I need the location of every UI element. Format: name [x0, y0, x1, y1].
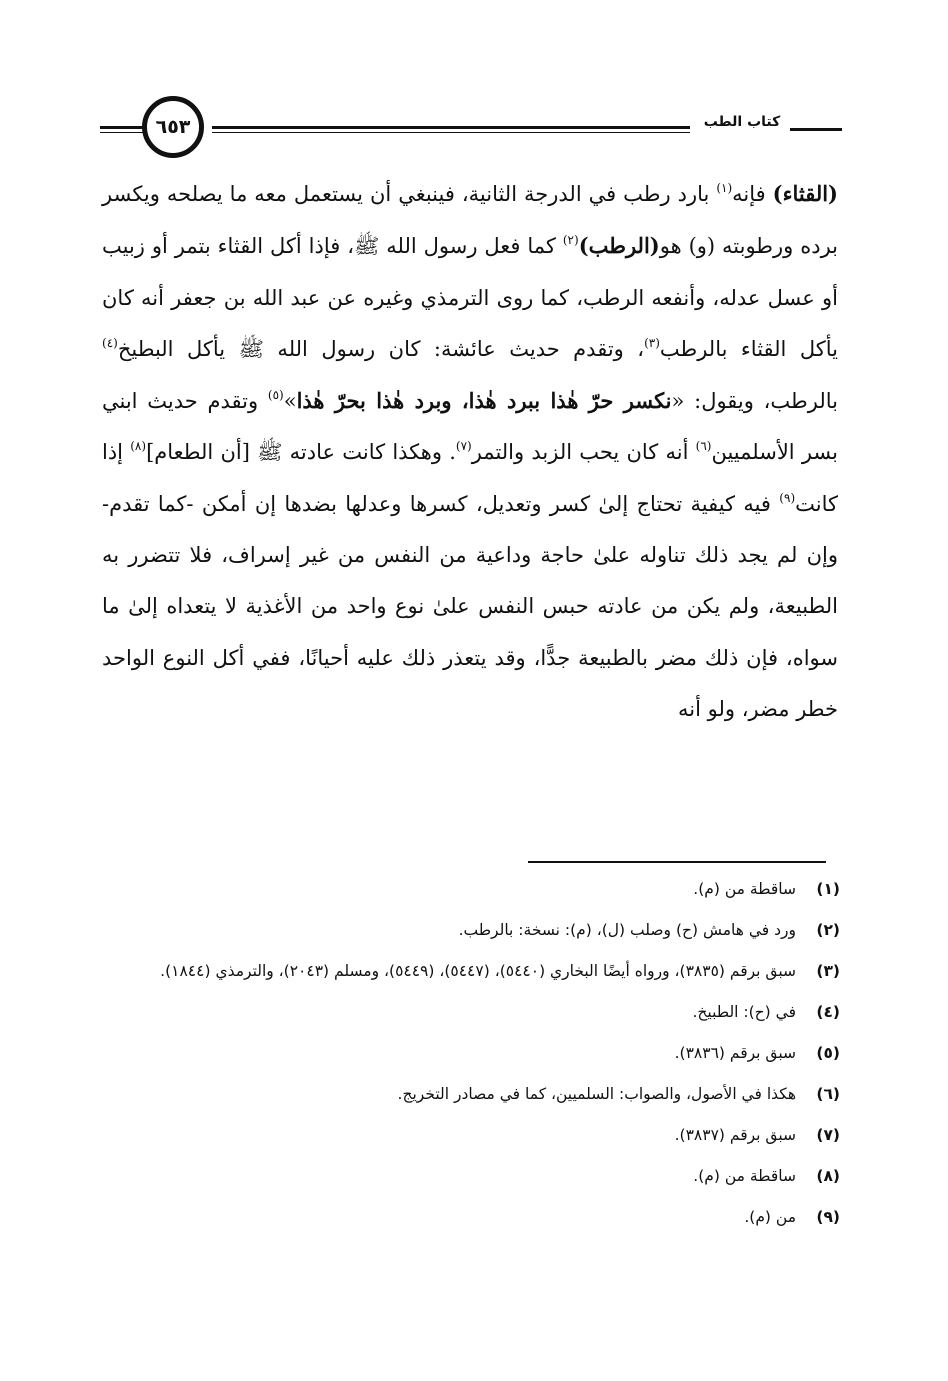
- main-paragraph: [102, 168, 838, 735]
- footnote-text: سبق برقم (٣٨٣٧).: [674, 1126, 796, 1144]
- footnote-ref-2: (٢): [562, 233, 579, 248]
- footnote-item: [100, 1120, 840, 1150]
- footnote-item: [100, 874, 840, 904]
- footnote-item: [100, 1161, 840, 1191]
- footnote-ref-8: (٨): [130, 439, 147, 454]
- footnote-number: (٢): [816, 921, 840, 939]
- header-rule-right: [790, 128, 842, 131]
- footnote-item: [100, 997, 840, 1027]
- footnote-text: من (م).: [744, 1208, 796, 1226]
- text-run: فإنه: [732, 182, 773, 206]
- footnote-ref-6: (٦): [695, 439, 712, 454]
- text-run: بارد رطب في الدرجة الثانية، فينبغي أن يستعمل معه ما يصلحه ويكسر برده ورطوبته (و) هو: [102, 182, 839, 259]
- footnote-text: ساقطة من (م).: [693, 880, 796, 898]
- footnote-number: (٣): [816, 962, 840, 980]
- footnote-ref-9: (٩): [779, 490, 796, 505]
- page-number-badge: [142, 96, 204, 158]
- footnote-number: (٤): [816, 1003, 840, 1021]
- footnote-item: [100, 915, 840, 945]
- footnote-text: سبق برقم (٣٨٣٦).: [674, 1044, 796, 1062]
- text-run: أنه كان يحب الزبد والتمر: [471, 440, 696, 465]
- text-run: إذا كانت: [102, 440, 838, 516]
- footnote-ref-3: (٣): [644, 335, 660, 350]
- text-run: بالرطب، ويقول: «: [671, 389, 838, 414]
- footnotes: [100, 874, 840, 1243]
- footnote-number: (٨): [816, 1167, 840, 1185]
- footnote-separator: [528, 861, 826, 863]
- header-rule-middle-thin: [212, 132, 690, 133]
- footnote-text: ساقطة من (م).: [693, 1167, 796, 1185]
- footnote-number: (١): [816, 880, 840, 898]
- text-run: ، وتقدم حديث عائشة: كان رسول الله ﷺ يأكل البطيخ: [117, 336, 645, 361]
- footnote-item: [100, 1079, 840, 1109]
- footnote-item: [100, 1202, 840, 1232]
- footnote-item: [100, 956, 840, 986]
- text-run: . وهكذا كانت عادته ﷺ [أن الطعام]: [146, 440, 456, 465]
- text-run: كما فعل رسول الله ﷺ، فإذا أكل القثاء بتمر أو زبيب أو عسل عدله، وأنفعه الرطب، كما روى الترمذي وغيره عن عبد الله بن جعفر أنه كان يأكل القثاء بالرطب: [102, 234, 838, 361]
- footnote-ref-4: (٤): [102, 335, 118, 350]
- footnote-ref-5: (٥): [267, 388, 284, 403]
- footnote-text: سبق برقم (٣٨٣٥)، ورواه أيضًا البخاري (٥٤٤٠)، (٥٤٤٧)، (٥٤٤٩)، ومسلم (٢٠٤٣)، والترمذي (١٨٤٤).: [160, 962, 796, 980]
- footnote-text: ورد في هامش (ح) وصلب (ل)، (م): نسخة: بالرطب.: [458, 921, 796, 939]
- chapter-title: كتاب الطب: [703, 114, 781, 130]
- footnote-number: (٧): [816, 1126, 840, 1144]
- footnote-ref-7: (٧): [455, 439, 472, 454]
- footnote-text: في (ح): الطبيخ.: [692, 1003, 796, 1021]
- text-run: وتقدم حديث ابني بسر الأسلميين: [102, 389, 839, 465]
- footnote-number: (٥): [816, 1044, 840, 1062]
- hadith-quote: نكسر حرّ هٰذا ببرد هٰذا، وبرد هٰذا بحرّ هٰذا: [296, 388, 672, 414]
- term-qiththa: (القثاء): [772, 181, 838, 206]
- text-run: فيه كيفية تحتاج إلىٰ كسر وتعديل، كسرها وعدلها بضدها إن أمكن -كما تقدم- وإن لم يجد ذلك تناوله علىٰ حاجة وداعية من النفس من غير إسراف، فلا تتضرر به الطبيعة، ولم يكن من عادته حبس النفس علىٰ نوع واحد من الأغذية لا يتعداه إلىٰ ما سواه، فإن ذلك مضر بالطبيعة جدًّا، وقد يتعذر ذلك عليه أحيانًا، ففي أكل النوع الواحد خطر مضر، ولو أنه: [102, 491, 838, 721]
- footnote-item: [100, 1038, 840, 1068]
- footnote-ref-1: (١): [716, 181, 733, 195]
- text-run: »: [283, 389, 297, 414]
- main-text: [102, 168, 838, 735]
- footnote-number: (٩): [816, 1208, 840, 1226]
- page-header: [100, 92, 842, 162]
- footnote-number: (٦): [816, 1085, 840, 1103]
- term-rutab: (الرطب): [578, 233, 660, 259]
- header-rule-middle: [212, 126, 690, 129]
- footnote-text: هكذا في الأصول، والصواب: السلميين، كما في مصادر التخريج.: [397, 1085, 796, 1103]
- page-number: ٦٥٣: [155, 116, 191, 138]
